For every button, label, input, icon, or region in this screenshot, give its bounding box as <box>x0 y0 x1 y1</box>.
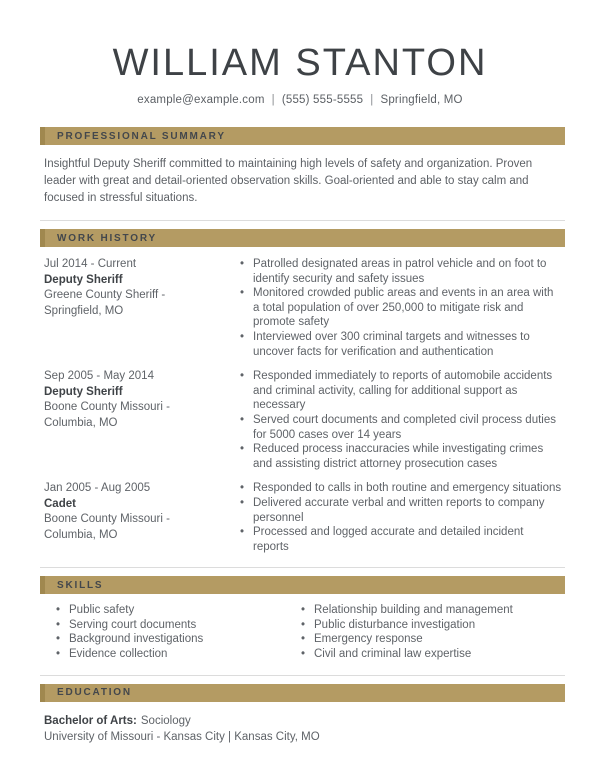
job-bullet: • Processed and logged accurate and detailed incident reports <box>240 525 562 554</box>
contact-separator: | <box>271 94 275 106</box>
job-bullet-list <box>240 257 562 359</box>
section-heading-skills <box>40 576 565 594</box>
contact-email: example@example.com <box>137 94 265 106</box>
job-bullet: • Delivered accurate verbal and written reports to company personnel <box>240 496 562 525</box>
skill-item: • Evidence collection <box>56 647 301 662</box>
job-entry <box>44 369 562 471</box>
job-location: Columbia, MO <box>44 416 118 429</box>
education-degree-field: Sociology <box>140 714 191 727</box>
skill-item: • Civil and criminal law expertise <box>301 647 562 662</box>
job-title: Deputy Sheriff <box>44 273 123 286</box>
section-heading-professional-summary <box>40 127 565 145</box>
job-dates: Jul 2014 - Current <box>44 258 137 270</box>
job-bullet-list <box>240 481 562 554</box>
skill-item: • Emergency response <box>301 632 562 647</box>
skills-column-left <box>56 603 301 661</box>
job-bullet: • Responded to calls in both routine and emergency situations <box>240 481 562 496</box>
job-meta <box>44 257 240 359</box>
contact-separator: | <box>370 94 374 106</box>
work-history-list <box>44 257 562 554</box>
summary-text: Insightful Deputy Sheriff committed to maintaining high levels of safety and organization. Proven leader with great and detail-oriented observation skills. Goal-oriented and able to stay calm and focused in stressful situations. <box>44 158 533 204</box>
job-meta <box>44 481 240 554</box>
job-entry <box>44 481 562 554</box>
education-school-line: University of Missouri - Kansas City | Kansas City, MO <box>44 731 320 744</box>
section-heading-label: PROFESSIONAL SUMMARY <box>57 130 226 142</box>
skills-columns <box>56 603 562 661</box>
skill-item: • Serving court documents <box>56 618 301 633</box>
job-dates: Sep 2005 - May 2014 <box>44 370 154 383</box>
candidate-name: WILLIAM STANTON <box>112 42 488 84</box>
skill-item: • Background investigations <box>56 632 301 647</box>
contact-location: Springfield, MO <box>380 94 463 106</box>
job-entry <box>44 257 562 359</box>
job-bullet: • Reduced process inaccuracies while investigating crimes and assisting district attorney prosecution cases <box>240 442 562 471</box>
section-divider <box>40 220 565 221</box>
education-entry <box>44 713 562 746</box>
section-divider <box>40 567 565 568</box>
job-title: Deputy Sheriff <box>44 385 123 398</box>
job-bullet: • Patrolled designated areas in patrol vehicle and on foot to identify security and safety issues <box>240 257 562 286</box>
section-heading-work-history <box>40 229 565 247</box>
skill-item: • Public safety <box>56 603 301 618</box>
job-bullet: • Monitored crowded public areas and events in an area with a total population of over 250,000 to mitigate risk and promote safety <box>240 286 562 330</box>
job-meta <box>44 369 240 471</box>
job-employer: Boone County Missouri - <box>44 513 170 526</box>
job-bullet: • Served court documents and completed civil process duties for 5000 cases over 14 years <box>240 413 562 442</box>
contact-line <box>0 94 600 106</box>
job-dates: Jan 2005 - Aug 2005 <box>44 482 151 495</box>
job-bullet: • Responded immediately to reports of automobile accidents and criminal activity, calling for additional support as necessary <box>240 369 562 413</box>
section-heading-education <box>40 684 565 702</box>
job-bullet-list <box>240 369 562 471</box>
resume-header <box>0 0 600 106</box>
contact-phone: (555) 555-5555 <box>281 94 364 106</box>
skill-item: • Public disturbance investigation <box>301 618 562 633</box>
job-employer: Greene County Sheriff - <box>44 289 166 301</box>
job-location: Columbia, MO <box>44 528 118 541</box>
section-divider <box>40 675 565 676</box>
section-heading-label: EDUCATION <box>57 687 132 699</box>
section-heading-label: WORK HISTORY <box>57 232 157 244</box>
skill-item: • Relationship building and management <box>301 603 562 618</box>
job-title: Cadet <box>44 497 76 510</box>
skills-column-right <box>301 603 562 661</box>
job-bullet: • Interviewed over 300 criminal targets and witnesses to uncover facts for verification and authentication <box>240 330 562 359</box>
education-degree-label: Bachelor of Arts: <box>44 714 137 727</box>
section-heading-label: SKILLS <box>57 579 104 591</box>
job-location: Springfield, MO <box>44 304 124 317</box>
education-degree-line <box>44 713 562 730</box>
job-employer: Boone County Missouri - <box>44 401 170 414</box>
